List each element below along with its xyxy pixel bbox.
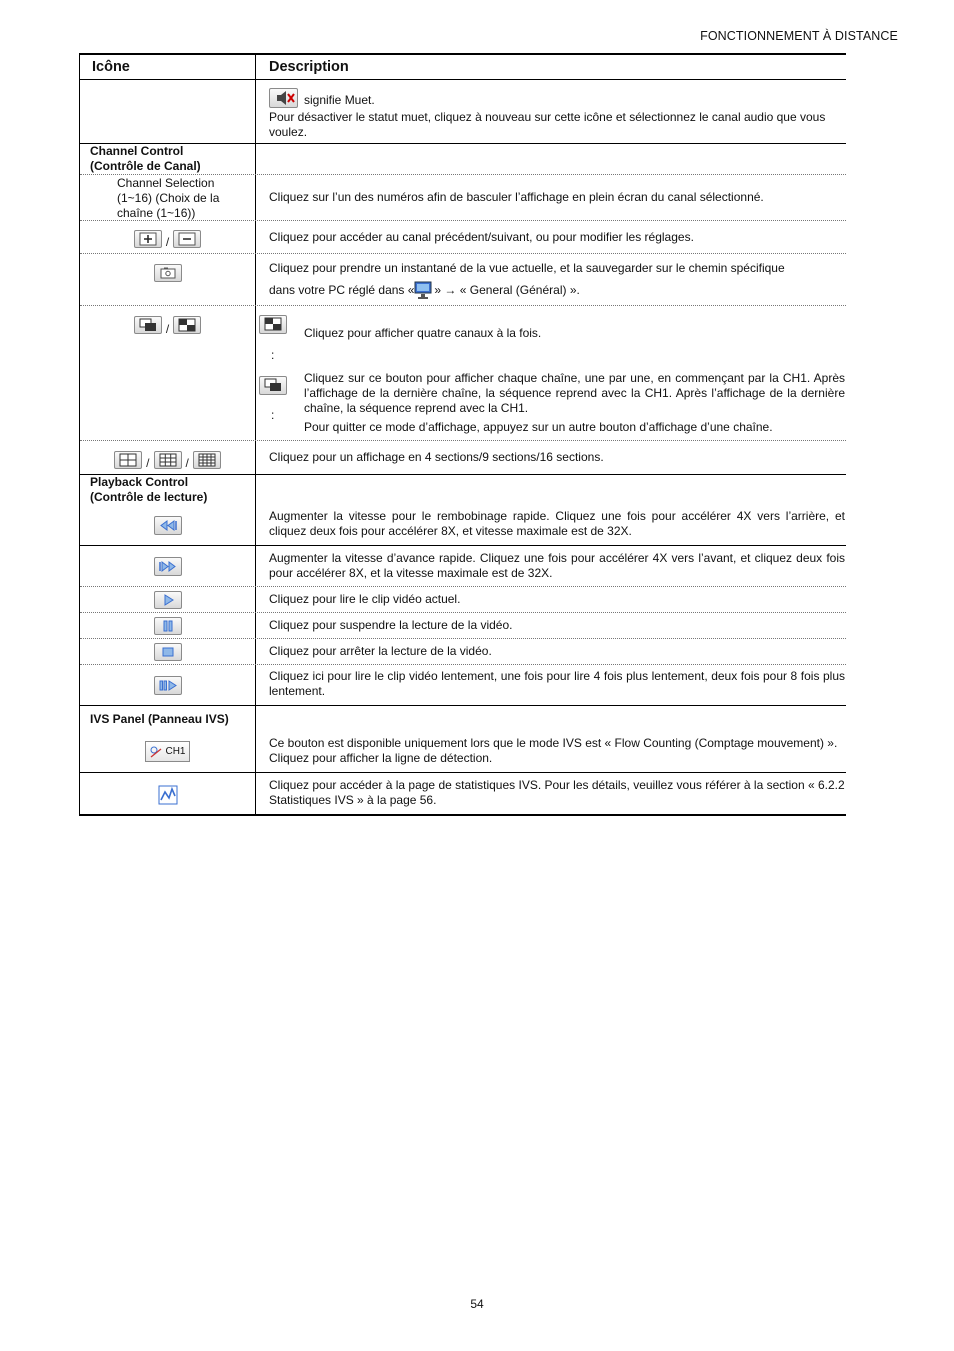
table-row-prev-next: / Cliquez pour accéder au canal précédent/suivant, ou pour modifier les réglages.: [80, 220, 846, 253]
table-row-slow: [80, 664, 846, 705]
split-16-icon: [193, 451, 221, 469]
play-desc: Cliquez pour lire le clip vidéo actuel.: [269, 592, 461, 606]
sequence-exit-desc: Pour quitter ce mode d’affichage, appuyez sur un autre bouton d’affichage d’une chaîne.: [304, 420, 773, 434]
sequence-desc: Cliquez sur ce bouton pour afficher chaque chaîne, une par une, en commençant par la CH1. Après l’affichage de la dernière chaîne, la séquence reprend avec la CH1. Après l’affichage de la dernière chaîne, la séquence reprend avec la CH1.: [304, 371, 845, 415]
rewind-desc: Augmenter la vitesse pour le rembobinage rapide. Cliquez une fois pour accélérer 4X vers l’arrière, et cliquez deux fois pour accélérer 8X, et vitesse maximale est de 32X.: [269, 509, 845, 538]
quad-view-icon: [173, 316, 201, 334]
snapshot-icon: [154, 264, 182, 282]
quad-view-icon-2: [259, 315, 287, 334]
snapshot-desc-line1: Cliquez pour prendre un instantané de la vue actuelle, et la sauvegarder sur le chemin spécifique: [269, 261, 785, 275]
mute-icon: [269, 88, 298, 108]
snapshot-desc-line2b: » → « General (Général) ».: [434, 282, 580, 297]
split-4-icon: [114, 451, 142, 469]
table-row-fast-forward: [80, 545, 846, 586]
icon-table: [79, 53, 846, 816]
section-channel-control: [80, 143, 846, 174]
statistics-chart-icon: [158, 785, 178, 805]
sequence-icon: [134, 316, 162, 334]
page-header: FONCTIONNEMENT À DISTANCE: [700, 29, 898, 43]
table-header-row: [80, 55, 846, 80]
mute-desc: Pour désactiver le statut muet, cliquez à nouveau sur cette icône et sélectionnez le canal audio que vous voulez.: [269, 110, 826, 139]
pc-settings-icon: [414, 280, 434, 300]
channel-selection-desc: Cliquez sur l’un des numéros afin de basculer l’affichage en plein écran du canal sélectionné.: [269, 190, 764, 204]
play-icon: [154, 591, 182, 609]
snapshot-desc-line2a: dans votre PC réglé dans «: [269, 282, 415, 297]
table-row-play: [80, 586, 846, 612]
table-row-mute: [80, 80, 846, 143]
channel-control-subtitle: (Contrôle de Canal): [90, 159, 201, 173]
prev-next-desc: Cliquez pour accéder au canal précédent/suivant, ou pour modifier les réglages.: [269, 229, 694, 244]
split-9-icon: [154, 451, 182, 469]
stop-icon: [154, 643, 182, 661]
mute-label: signifie Muet.: [304, 93, 375, 107]
col-desc-header: Description: [269, 59, 349, 75]
channel-control-title: Channel Control: [90, 144, 184, 158]
fast-forward-icon: [154, 557, 182, 576]
pause-icon: [154, 617, 182, 635]
table-row-channel-selection: [80, 174, 846, 220]
slow-play-desc: Cliquez ici pour lire le clip vidéo lentement, une fois pour lire 4 fois plus lentement, deux fois pour 8 fois plus lentement.: [269, 669, 845, 698]
fast-forward-desc: Augmenter la vitesse d’avance rapide. Cliquez une fois pour accélérer 4X vers l’avant, et cliquez deux fois pour accélérer 8X, et la vitesse maximale est de 32X.: [269, 551, 845, 580]
table-row-ivs-flow: [80, 705, 846, 772]
table-row-snapshot: [80, 253, 846, 305]
col-icon-header: Icône: [80, 55, 256, 79]
playback-control-title: Playback Control: [90, 475, 189, 489]
ivs-panel-title: IVS Panel (Panneau IVS): [90, 712, 229, 726]
sequence-icon-2: [259, 376, 287, 395]
table-row-rewind: [80, 474, 846, 545]
table-row-quad-sequence: / Cliquez pour afficher quatre canaux à la fois. : : Cliquez sur ce bouton pour afficher chaque chaîne, une par une, en commençant par la CH1. Après l’affichage de la dernière chaîne, la séquence reprend avec la CH1. Après l’affichage de la dernière chaîne, la séquence reprend avec la CH1. Pour quitter ce mode d’affichage, appuyez sur un autre bouton d’affichage d’une chaîne.: [80, 305, 846, 440]
quad-desc: Cliquez pour afficher quatre canaux à la fois.: [304, 326, 542, 340]
minus-channel-icon: [173, 230, 201, 248]
table-row-stop: [80, 638, 846, 664]
playback-control-subtitle: (Contrôle de lecture): [90, 490, 208, 504]
table-row-ivs-stats: [80, 772, 846, 814]
split-desc: Cliquez pour un affichage en 4 sections/9 sections/16 sections.: [269, 450, 604, 464]
table-row-pause: [80, 612, 846, 638]
rewind-icon: [154, 516, 182, 535]
ivs-flow-desc: Ce bouton est disponible uniquement lors que le mode IVS est « Flow Counting (Comptage mouvement) ». Cliquez pour afficher la ligne de détection.: [269, 736, 838, 765]
stop-desc: Cliquez pour arrêter la lecture de la vidéo.: [269, 644, 492, 658]
ch1-flow-icon: CH1: [145, 741, 189, 762]
table-row-split: / / Cliquez pour un affichage en 4 sections/9 sections/16 sections.: [80, 440, 846, 474]
channel-selection-label: Channel Selection (1~16) (Choix de la chaîne (1~16)): [80, 175, 256, 220]
page-number: 54: [470, 1297, 484, 1311]
pause-desc: Cliquez pour suspendre la lecture de la vidéo.: [269, 618, 513, 632]
ivs-stats-desc: Cliquez pour accéder à la page de statistiques IVS. Pour les détails, veuillez vous référer à la section « 6.2.2 Statistiques IVS » à la page 56.: [269, 778, 845, 807]
slow-play-icon: [154, 676, 182, 695]
plus-channel-icon: [134, 230, 162, 248]
